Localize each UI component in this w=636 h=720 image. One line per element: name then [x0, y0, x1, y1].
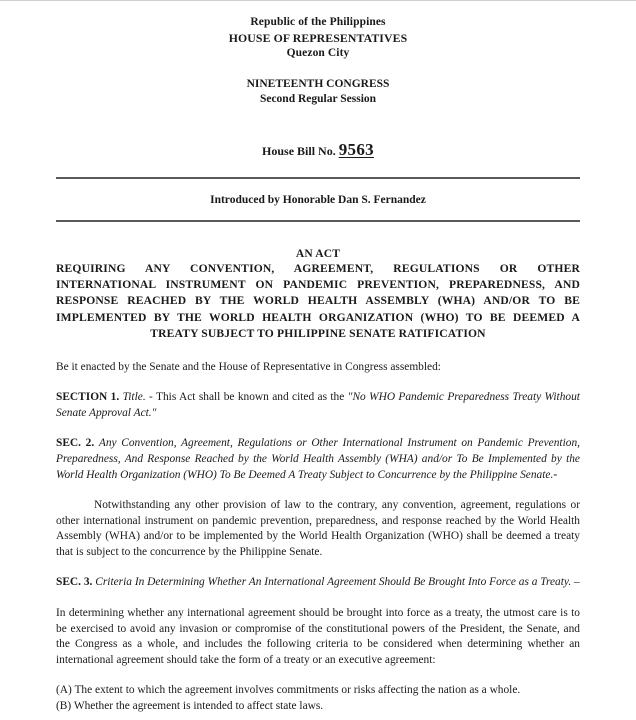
section-3-heading: Criteria In Determining Whether An International Agreement Should Be Brought Into Force as a Treaty. [95, 576, 572, 589]
masthead [56, 1, 580, 62]
header-rule-bottom [56, 220, 580, 222]
document-content [0, 1, 636, 715]
criterion-b: (B) Whether the agreement is intended to affect state laws. [56, 700, 324, 713]
act-long-title: REQUIRING ANY CONVENTION, AGREEMENT, REGULATIONS OR OTHER INTERNATIONAL INSTRUMENT ON PANDEMIC PREVENTION, PREPAREDNESS, AND RESPONSE REACHED BY THE WORLD HEALTH ASSEMBLY (WHA) AND/OR TO BE IMPLEMENTED BY THE WORLD HEALTH ORGANIZATION (WHO) TO BE DEEMED A TREATY SUBJECT TO PHILIPPINE SENATE RATIFICATION [56, 261, 580, 341]
section-2-body: Notwithstanding any other provision of law to the contrary, any convention, agreement, regulations or other international instrument on pandemic prevention, preparedness, and response reached by the World Health Assembly (WHA) and/or to be implemented by the World Health Organization (WHO) shall be deemed a treaty that is subject to the concurrence by the Philippine Senate. [56, 499, 580, 558]
section-1-heading: Title. [122, 391, 146, 404]
section-1-number: SECTION 1. [56, 391, 120, 404]
congress-block [56, 77, 580, 108]
congress-line: NINETEENTH CONGRESS [246, 77, 390, 90]
section-2-heading-paragraph [56, 436, 580, 483]
section-1-paragraph [56, 390, 580, 421]
section-1-text: This Act shall be known and cited as the [156, 391, 348, 404]
section-2-dash: - [553, 468, 558, 481]
session-line: Second Regular Session [259, 93, 377, 105]
section-3-number: SEC. 3. [56, 576, 93, 589]
section-2-number: SEC. 2. [56, 437, 95, 450]
section-1-dash: - [149, 391, 153, 404]
bill-number-block [56, 140, 580, 160]
criteria-list [56, 683, 580, 714]
section-2-heading: Any Convention, Agreement, Regulations or Other International Instrument on Pandemic Prevention, Preparedness, And Response Reached by the World Health Assembly (WHA) and/or To Be Implemented by the World Health Organization (WHO) To Be Deemed A Treaty Subject to Concurrence by the Philippine Senate. [56, 437, 580, 481]
an-act-label: AN ACT [295, 247, 341, 260]
bill-number-value: 9563 [338, 139, 374, 159]
section-3-dash: – [574, 576, 580, 589]
section-1-quoted-title: "No WHO Pandemic Preparedness Treaty Without Senate Approval Act." [56, 391, 580, 419]
bill-number-label: House Bill No. [262, 143, 336, 158]
city-line: Quezon City [286, 47, 350, 59]
criterion-a: (A) The extent to which the agreement involves commitments or risks affecting the nation as a whole. [56, 684, 521, 697]
section-3-heading-paragraph [56, 575, 580, 591]
republic-line: Republic of the Philippines [250, 16, 386, 28]
chamber-line: HOUSE OF REPRESENTATIVES [228, 30, 408, 45]
enacting-clause: Be it enacted by the Senate and the House of Representative in Congress assembled: [56, 360, 441, 373]
section-3-body: In determining whether any international agreement should be brought into force as a treaty, the utmost care is to be exercised to avoid any invasion or compromise of the constitutional powers of the President, the Senate, and the Congress as a whole, and includes the following criteria to be considered when determining whether an international agreement should take the form of a treaty or an executive agreement: [56, 607, 580, 666]
introduced-by-line: Introduced by Honorable Dan S. Fernandez [210, 193, 426, 206]
